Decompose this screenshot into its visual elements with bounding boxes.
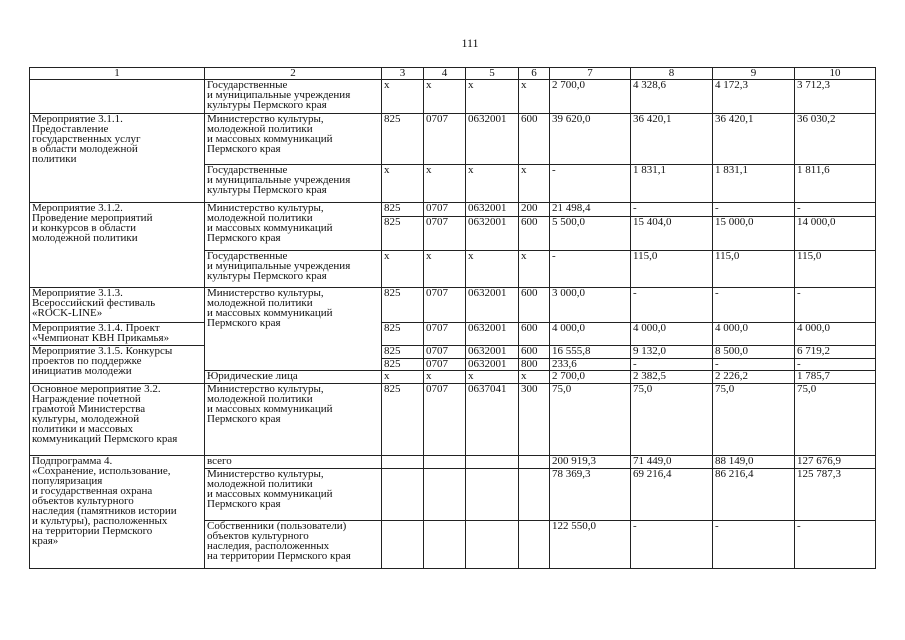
table-row (30, 384, 876, 456)
code-cell: 0707 (424, 359, 466, 371)
amount-cell: 9 132,0 (631, 346, 713, 359)
table-row (30, 203, 876, 217)
amount-cell: 1 811,6 (795, 165, 876, 203)
amount-cell: - (550, 165, 631, 203)
code-cell: 0632001 (466, 203, 519, 217)
amount-cell: 4 000,0 (795, 323, 876, 346)
amount-cell: 2 700,0 (550, 80, 631, 114)
code-cell: 0707 (424, 288, 466, 323)
amount-cell: 14 000,0 (795, 217, 876, 251)
event-name-cell: Мероприятие 3.1.2. Проведение мероприятий и конкурсов в области молодежной политики (30, 203, 205, 288)
executor-cell: Министерство культуры, молодежной политики и массовых коммуникаций Пермского края (205, 288, 382, 371)
code-cell: 825 (382, 114, 424, 165)
code-cell: 825 (382, 217, 424, 251)
budget-table (29, 67, 876, 569)
code-cell: 0637041 (466, 384, 519, 456)
header-cell: 7 (550, 68, 631, 80)
executor-cell: Министерство культуры, молодежной политики и массовых коммуникаций Пермского края (205, 469, 382, 521)
code-cell: x (466, 80, 519, 114)
amount-cell: 36 420,1 (713, 114, 795, 165)
code-cell: x (466, 165, 519, 203)
header-cell: 2 (205, 68, 382, 80)
code-cell: x (466, 371, 519, 384)
amount-cell: 75,0 (631, 384, 713, 456)
code-cell: x (519, 371, 550, 384)
code-cell: 600 (519, 217, 550, 251)
event-name-cell: Мероприятие 3.1.3. Всероссийский фестиваль «ROCK-LINE» (30, 288, 205, 323)
executor-cell: Собственники (пользователи) объектов культурного наследия, расположенных на территории Пермского края (205, 521, 382, 569)
amount-cell: 69 216,4 (631, 469, 713, 521)
header-cell: 1 (30, 68, 205, 80)
amount-cell: 1 831,1 (713, 165, 795, 203)
table-row (30, 346, 876, 359)
event-name-cell: Подпрограмма 4. «Сохранение, использование, популяризация и государственная охрана объектов культурного наследия (памятников истории и культуры), расположенных на территории Пермского края» (30, 456, 205, 569)
code-cell: x (424, 251, 466, 288)
amount-cell: 39 620,0 (550, 114, 631, 165)
code-cell: x (382, 80, 424, 114)
amount-cell: - (631, 521, 713, 569)
table-row (30, 114, 876, 165)
executor-cell: Государственные и муниципальные учреждения культуры Пермского края (205, 251, 382, 288)
code-cell (519, 521, 550, 569)
amount-cell: 36 420,1 (631, 114, 713, 165)
code-cell: x (424, 165, 466, 203)
header-cell: 4 (424, 68, 466, 80)
code-cell (424, 521, 466, 569)
header-cell: 8 (631, 68, 713, 80)
executor-cell: Государственные и муниципальные учреждения культуры Пермского края (205, 80, 382, 114)
amount-cell: - (631, 203, 713, 217)
amount-cell: 88 149,0 (713, 456, 795, 469)
code-cell: 825 (382, 346, 424, 359)
header-cell: 6 (519, 68, 550, 80)
event-name-cell: Мероприятие 3.1.4. Проект «Чемпионат КВН Прикамья» (30, 323, 205, 346)
amount-cell: 200 919,3 (550, 456, 631, 469)
executor-cell: Юридические лица (205, 371, 382, 384)
amount-cell: 86 216,4 (713, 469, 795, 521)
executor-cell: всего (205, 456, 382, 469)
amount-cell: 5 500,0 (550, 217, 631, 251)
amount-cell: 125 787,3 (795, 469, 876, 521)
code-cell (424, 469, 466, 521)
page-number: 111 (461, 36, 479, 50)
executor-cell: Министерство культуры, молодежной политики и массовых коммуникаций Пермского края (205, 114, 382, 165)
code-cell: x (382, 371, 424, 384)
code-cell: 200 (519, 203, 550, 217)
event-name-cell: Основное мероприятие 3.2. Награждение почетной грамотой Министерства культуры, молодежной политики и массовых коммуникаций Пермского края (30, 384, 205, 456)
table-row (30, 288, 876, 323)
amount-cell: 127 676,9 (795, 456, 876, 469)
amount-cell: 1 785,7 (795, 371, 876, 384)
code-cell: 0707 (424, 323, 466, 346)
amount-cell: 75,0 (713, 384, 795, 456)
amount-cell: - (713, 521, 795, 569)
header-cell: 3 (382, 68, 424, 80)
amount-cell: 71 449,0 (631, 456, 713, 469)
amount-cell: 15 404,0 (631, 217, 713, 251)
amount-cell: - (713, 203, 795, 217)
code-cell: x (466, 251, 519, 288)
amount-cell: 36 030,2 (795, 114, 876, 165)
amount-cell: 16 555,8 (550, 346, 631, 359)
code-cell (466, 521, 519, 569)
amount-cell: 6 719,2 (795, 346, 876, 359)
code-cell: 825 (382, 288, 424, 323)
table-row (30, 323, 876, 346)
code-cell: x (382, 165, 424, 203)
amount-cell: 3 712,3 (795, 80, 876, 114)
code-cell (424, 456, 466, 469)
event-name-cell: Мероприятие 3.1.5. Конкурсы проектов по поддержке инициатив молодежи (30, 346, 205, 384)
amount-cell: 2 226,2 (713, 371, 795, 384)
amount-cell: 4 000,0 (550, 323, 631, 346)
code-cell: 600 (519, 288, 550, 323)
amount-cell: 1 831,1 (631, 165, 713, 203)
event-name-cell (30, 80, 205, 114)
code-cell: 0707 (424, 217, 466, 251)
code-cell (466, 469, 519, 521)
header-row (30, 68, 876, 80)
amount-cell: 115,0 (795, 251, 876, 288)
code-cell: 0632001 (466, 359, 519, 371)
table-row (30, 80, 876, 114)
amount-cell: 21 498,4 (550, 203, 631, 217)
amount-cell: 3 000,0 (550, 288, 631, 323)
amount-cell: 115,0 (631, 251, 713, 288)
amount-cell: 4 000,0 (631, 323, 713, 346)
code-cell: x (424, 80, 466, 114)
code-cell: 825 (382, 203, 424, 217)
amount-cell: 75,0 (795, 384, 876, 456)
code-cell: 0707 (424, 114, 466, 165)
code-cell: x (424, 371, 466, 384)
code-cell (382, 469, 424, 521)
code-cell: 825 (382, 323, 424, 346)
amount-cell: 2 700,0 (550, 371, 631, 384)
code-cell: x (519, 165, 550, 203)
code-cell: 0707 (424, 346, 466, 359)
amount-cell: 233,6 (550, 359, 631, 371)
code-cell: 0632001 (466, 346, 519, 359)
executor-cell: Министерство культуры, молодежной политики и массовых коммуникаций Пермского края (205, 203, 382, 251)
amount-cell: - (795, 521, 876, 569)
code-cell (382, 521, 424, 569)
amount-cell: 75,0 (550, 384, 631, 456)
code-cell: 0632001 (466, 323, 519, 346)
executor-cell: Государственные и муниципальные учреждения культуры Пермского края (205, 165, 382, 203)
code-cell (466, 456, 519, 469)
event-name-cell: Мероприятие 3.1.1. Предоставление государственных услуг в области молодежной политики (30, 114, 205, 203)
code-cell: x (519, 251, 550, 288)
amount-cell: - (713, 288, 795, 323)
code-cell: 825 (382, 384, 424, 456)
code-cell: 825 (382, 359, 424, 371)
amount-cell: 4 172,3 (713, 80, 795, 114)
header-cell: 10 (795, 68, 876, 80)
code-cell (519, 469, 550, 521)
amount-cell: - (795, 203, 876, 217)
amount-cell: 4 328,6 (631, 80, 713, 114)
code-cell: x (382, 251, 424, 288)
amount-cell: - (550, 251, 631, 288)
code-cell: 600 (519, 114, 550, 165)
amount-cell: 8 500,0 (713, 346, 795, 359)
amount-cell: 2 382,5 (631, 371, 713, 384)
amount-cell: - (795, 288, 876, 323)
code-cell: 0707 (424, 203, 466, 217)
amount-cell: 15 000,0 (713, 217, 795, 251)
amount-cell: - (631, 359, 713, 371)
header-cell: 9 (713, 68, 795, 80)
code-cell (382, 456, 424, 469)
code-cell: 600 (519, 323, 550, 346)
code-cell: 0632001 (466, 114, 519, 165)
code-cell (519, 456, 550, 469)
amount-cell: 115,0 (713, 251, 795, 288)
code-cell: 0632001 (466, 217, 519, 251)
executor-cell: Министерство культуры, молодежной политики и массовых коммуникаций Пермского края (205, 384, 382, 456)
table-row (30, 456, 876, 469)
amount-cell: 122 550,0 (550, 521, 631, 569)
amount-cell: - (795, 359, 876, 371)
code-cell: 0632001 (466, 288, 519, 323)
code-cell: x (519, 80, 550, 114)
code-cell: 600 (519, 346, 550, 359)
amount-cell: 4 000,0 (713, 323, 795, 346)
code-cell: 300 (519, 384, 550, 456)
amount-cell: - (713, 359, 795, 371)
code-cell: 800 (519, 359, 550, 371)
header-cell: 5 (466, 68, 519, 80)
amount-cell: 78 369,3 (550, 469, 631, 521)
code-cell: 0707 (424, 384, 466, 456)
amount-cell: - (631, 288, 713, 323)
